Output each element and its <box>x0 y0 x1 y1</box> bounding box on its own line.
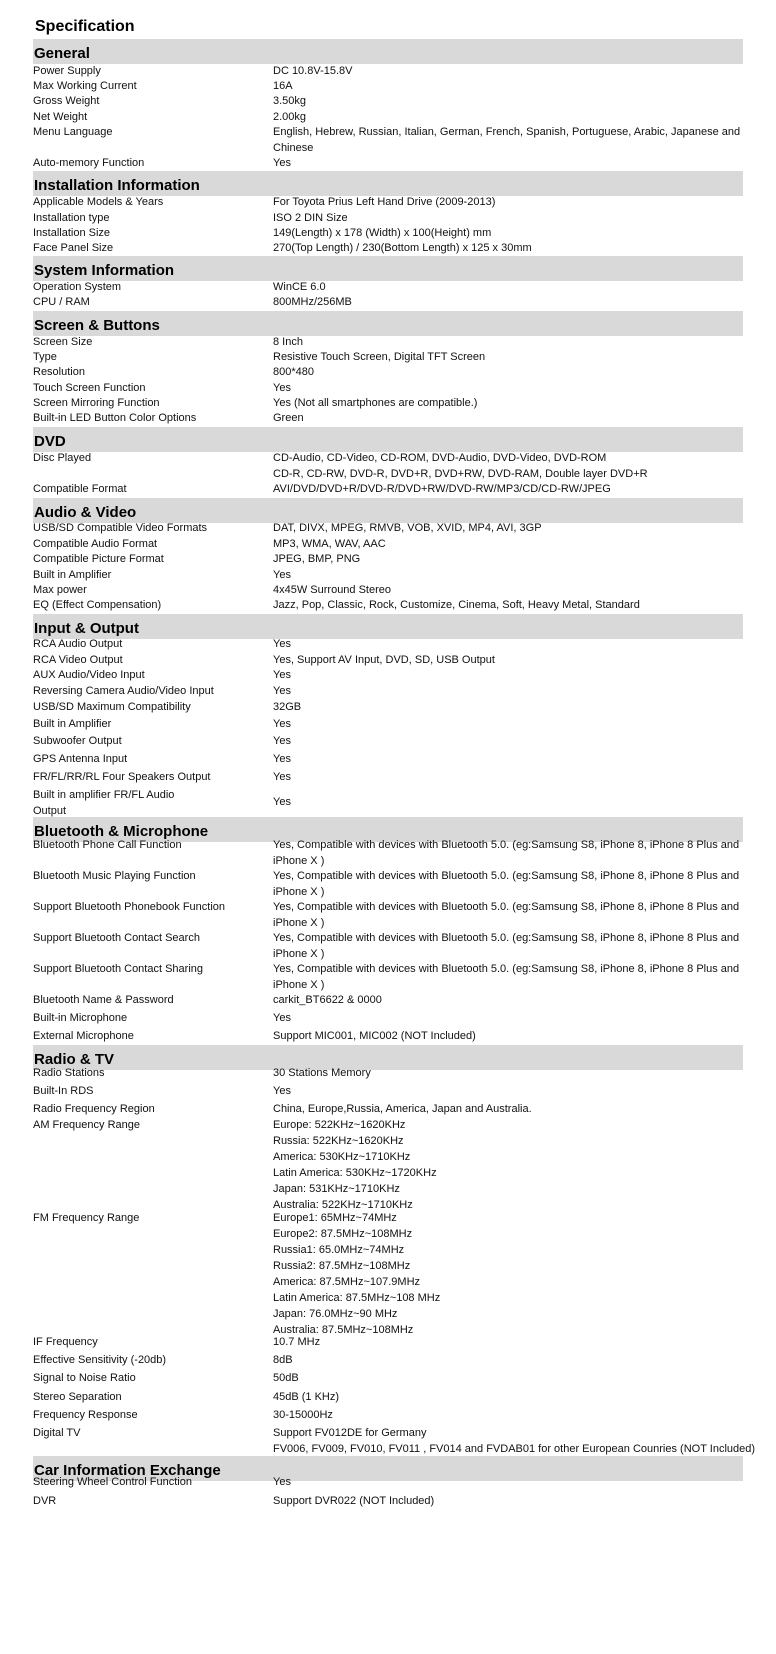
spec-value-line: Russia2: 87.5MHz~108MHz <box>273 1260 411 1272</box>
spec-label: Radio Frequency Region <box>33 1103 155 1115</box>
spec-value-line: Russia1: 65.0MHz~74MHz <box>273 1244 405 1256</box>
spec-value <box>273 155 733 171</box>
spec-label: Installation Size <box>33 227 111 239</box>
spec-value <box>273 481 733 497</box>
spec-value-line: America: 530KHz~1710KHz <box>273 1151 411 1163</box>
spec-value-line: 149(Length) x 178 (Width) x 100(Height) mm <box>273 227 492 239</box>
spec-value-line: 45dB (1 KHz) <box>273 1391 340 1403</box>
spec-label: Effective Sensitivity (-20db) <box>33 1354 167 1366</box>
spec-value-line: 800*480 <box>273 366 314 378</box>
spec-value-line: Yes <box>273 382 291 394</box>
spec-value-line: Yes, Compatible with devices with Bluetooth 5.0. (eg:Samsung S8, iPhone 8, iPhone 8 Plus and <box>273 839 740 851</box>
spec-value <box>273 78 733 94</box>
spec-value-line: 2.00kg <box>273 111 307 123</box>
spec-value-line: Yes <box>273 735 291 747</box>
spec-value <box>273 1474 733 1490</box>
spec-label: GPS Antenna Input <box>33 753 128 765</box>
spec-label: Bluetooth Name & Password <box>33 994 174 1006</box>
spec-value <box>273 240 733 256</box>
spec-label: Built-In RDS <box>33 1085 94 1097</box>
spec-value-line: carkit_BT6622 & 0000 <box>273 994 382 1006</box>
spec-value <box>273 837 740 869</box>
section-header-dvd <box>33 427 743 452</box>
spec-value-line: AVI/DVD/DVD+R/DVD-R/DVD+RW/DVD-RW/MP3/CD/CD-RW/JPEG <box>273 483 611 495</box>
spec-value-line: CD-R, CD-RW, DVD-R, DVD+R, DVD+RW, DVD-RAM, Double layer DVD+R <box>273 468 648 480</box>
spec-value-line: Yes, Compatible with devices with Bluetooth 5.0. (eg:Samsung S8, iPhone 8, iPhone 8 Plus and <box>273 870 740 882</box>
spec-value <box>273 1083 733 1099</box>
spec-label: Operation System <box>33 281 122 293</box>
page-title: Specification <box>35 18 135 35</box>
spec-value <box>273 349 733 365</box>
spec-label: USB/SD Maximum Compatibility <box>33 701 191 713</box>
spec-value-line: Yes <box>273 1012 291 1024</box>
section-header-installation-information <box>33 171 743 196</box>
spec-value <box>273 450 733 482</box>
spec-value-line: iPhone X ) <box>273 917 325 929</box>
spec-label: IF Frequency <box>33 1336 98 1348</box>
spec-label: Compatible Picture Format <box>33 553 164 565</box>
spec-value-line: Yes, Compatible with devices with Bluetooth 5.0. (eg:Samsung S8, iPhone 8, iPhone 8 Plus and <box>273 932 740 944</box>
spec-value <box>273 109 733 125</box>
spec-value-line: English, Hebrew, Russian, Italian, German, French, Spanish, Portuguese, Arabic, Japanese and <box>273 126 741 138</box>
spec-value-line: Japan: 76.0MHz~90 MHz <box>273 1308 398 1320</box>
spec-value <box>273 1101 733 1117</box>
spec-value <box>273 1389 733 1405</box>
spec-label: Support Bluetooth Contact Search <box>33 932 200 944</box>
spec-value-line: Yes <box>273 638 291 650</box>
spec-value <box>273 652 733 668</box>
spec-label: Subwoofer Output <box>33 735 122 747</box>
spec-value <box>273 1065 733 1081</box>
spec-label: Max Working Current <box>33 80 137 92</box>
spec-value <box>273 597 733 613</box>
spec-value-line: Yes <box>273 1085 291 1097</box>
spec-label: Built in amplifier FR/FL Audio Output <box>33 789 175 817</box>
spec-label: Stereo Separation <box>33 1391 122 1403</box>
spec-value-line: 30-15000Hz <box>273 1409 333 1421</box>
spec-label: Signal to Noise Ratio <box>33 1372 136 1384</box>
spec-label: Gross Weight <box>33 95 100 107</box>
spec-value-line: Chinese <box>273 142 314 154</box>
spec-value-line: Latin America: 87.5MHz~108 MHz <box>273 1292 441 1304</box>
spec-label: Compatible Audio Format <box>33 538 158 550</box>
section-header-screen-and-buttons <box>33 311 743 336</box>
spec-value-line: Yes, Compatible with devices with Bluetooth 5.0. (eg:Samsung S8, iPhone 8, iPhone 8 Plus and <box>273 963 740 975</box>
spec-value-line: For Toyota Prius Left Hand Drive (2009-2013) <box>273 196 496 208</box>
spec-value <box>273 225 733 241</box>
spec-value-line: Yes <box>273 796 291 808</box>
spec-label: USB/SD Compatible Video Formats <box>33 522 208 534</box>
spec-label: Digital TV <box>33 1427 81 1439</box>
spec-value <box>273 364 733 380</box>
section-title: DVD <box>34 433 66 450</box>
spec-value <box>273 683 733 699</box>
spec-label: Disc Played <box>33 452 92 464</box>
spec-value-line: Yes, Compatible with devices with Bluetooth 5.0. (eg:Samsung S8, iPhone 8, iPhone 8 Plus and <box>273 901 740 913</box>
section-title: Installation Information <box>34 177 200 194</box>
spec-value <box>273 667 733 683</box>
spec-value <box>273 124 741 156</box>
spec-value <box>273 1407 733 1423</box>
spec-value-line: 50dB <box>273 1372 299 1384</box>
spec-value <box>273 751 733 767</box>
spec-value-line: ISO 2 DIN Size <box>273 212 348 224</box>
spec-value <box>273 1352 733 1368</box>
spec-label: Radio Stations <box>33 1067 105 1079</box>
spec-value-line: Support MIC001, MIC002 (NOT Included) <box>273 1030 476 1042</box>
spec-value-line: 270(Top Length) / 230(Bottom Length) x 125 x 30mm <box>273 242 532 254</box>
spec-label: Auto-memory Function <box>33 157 145 169</box>
spec-value-line: iPhone X ) <box>273 855 325 867</box>
spec-value-line: Yes <box>273 1476 291 1488</box>
spec-label: Reversing Camera Audio/Video Input <box>33 685 214 697</box>
spec-value-line: Japan: 531KHz~1710KHz <box>273 1183 400 1195</box>
spec-value <box>273 733 733 749</box>
spec-value <box>273 930 740 962</box>
spec-value-line: JPEG, BMP, PNG <box>273 553 361 565</box>
spec-value <box>273 992 733 1008</box>
spec-value-line: Europe2: 87.5MHz~108MHz <box>273 1228 413 1240</box>
spec-value-line: 8dB <box>273 1354 293 1366</box>
spec-label: AUX Audio/Video Input <box>33 669 145 681</box>
spec-value-line: Resistive Touch Screen, Digital TFT Screen <box>273 351 486 363</box>
spec-value <box>273 582 733 598</box>
spec-value <box>273 699 733 715</box>
spec-value-line: iPhone X ) <box>273 948 325 960</box>
spec-value-line: Yes <box>273 569 291 581</box>
spec-label: AM Frequency Range <box>33 1119 140 1131</box>
section-header-general <box>33 39 743 64</box>
spec-value-line: 10.7 MHz <box>273 1336 321 1348</box>
spec-label: Max power <box>33 584 87 596</box>
spec-value-line: FV006, FV009, FV010, FV011 , FV014 and FVDAB01 for other European Counries (NOT Included) <box>273 1443 756 1455</box>
spec-value <box>273 899 740 931</box>
spec-value-line: 32GB <box>273 701 302 713</box>
spec-label: External Microphone <box>33 1030 134 1042</box>
spec-label: Support Bluetooth Phonebook Function <box>33 901 226 913</box>
spec-label: Steering Wheel Control Function <box>33 1476 192 1488</box>
section-title: Screen & Buttons <box>34 317 160 334</box>
spec-value-line: Yes <box>273 771 291 783</box>
spec-value <box>273 1028 733 1044</box>
spec-value <box>273 636 733 652</box>
spec-value-line: Europe1: 65MHz~74MHz <box>273 1212 397 1224</box>
spec-label: RCA Audio Output <box>33 638 123 650</box>
spec-value <box>273 63 733 79</box>
spec-value-line: 3.50kg <box>273 95 307 107</box>
spec-value-line: CD-Audio, CD-Video, CD-ROM, DVD-Audio, DVD-Video, DVD-ROM <box>273 452 607 464</box>
spec-value <box>273 1493 733 1509</box>
spec-value <box>273 1010 733 1026</box>
spec-value-line: Australia: 87.5MHz~108MHz <box>273 1324 414 1336</box>
spec-value <box>273 380 733 396</box>
spec-value <box>273 794 733 810</box>
spec-value-line: Latin America: 530KHz~1720KHz <box>273 1167 437 1179</box>
section-title: System Information <box>34 262 175 279</box>
spec-value-line: WinCE 6.0 <box>273 281 326 293</box>
spec-value-line: Yes <box>273 685 291 697</box>
spec-value-line: Yes, Support AV Input, DVD, SD, USB Output <box>273 654 495 666</box>
spec-value <box>273 334 733 350</box>
spec-label: EQ (Effect Compensation) <box>33 599 162 611</box>
section-title: Audio & Video <box>34 504 137 521</box>
spec-value <box>273 567 733 583</box>
spec-label: Bluetooth Music Playing Function <box>33 870 196 882</box>
spec-value-line: Yes <box>273 669 291 681</box>
spec-value <box>273 536 733 552</box>
spec-label: Power Supply <box>33 65 101 77</box>
spec-value <box>273 520 733 536</box>
spec-label: Built in Amplifier <box>33 718 112 730</box>
spec-label: Touch Screen Function <box>33 382 146 394</box>
spec-label: Bluetooth Phone Call Function <box>33 839 182 851</box>
spec-value <box>273 769 733 785</box>
section-title: General <box>34 45 90 62</box>
spec-value <box>273 410 733 426</box>
spec-value-line: MP3, WMA, WAV, AAC <box>273 538 386 550</box>
spec-value-line: Yes <box>273 753 291 765</box>
spec-label: FR/FL/RR/RL Four Speakers Output <box>33 771 211 783</box>
spec-value-line: Australia: 522KHz~1710KHz <box>273 1199 413 1211</box>
spec-label: Screen Size <box>33 336 93 348</box>
section-title: Input & Output <box>34 620 139 637</box>
section-title: Car Information Exchange <box>34 1462 221 1479</box>
spec-value-line: 30 Stations Memory <box>273 1067 371 1079</box>
spec-value-line: Yes <box>273 718 291 730</box>
spec-label: Net Weight <box>33 111 88 123</box>
spec-label: CPU / RAM <box>33 296 90 308</box>
spec-label: Applicable Models & Years <box>33 196 164 208</box>
spec-value-line: DAT, DIVX, MPEG, RMVB, VOB, XVID, MP4, AVI, 3GP <box>273 522 542 534</box>
spec-value <box>273 1425 756 1457</box>
spec-value-line: China, Europe,Russia, America, Japan and Australia. <box>273 1103 532 1115</box>
spec-value <box>273 868 740 900</box>
spec-value <box>273 93 733 109</box>
spec-value-line: Europe: 522KHz~1620KHz <box>273 1119 406 1131</box>
spec-label: Screen Mirroring Function <box>33 397 160 409</box>
spec-label: Built-in Microphone <box>33 1012 128 1024</box>
spec-label: RCA Video Output <box>33 654 123 666</box>
spec-value <box>273 1334 733 1350</box>
spec-label: Face Panel Size <box>33 242 114 254</box>
spec-value-line: 16A <box>273 80 293 92</box>
spec-value <box>273 294 733 310</box>
spec-value-line: 8 Inch <box>273 336 303 348</box>
section-title: Radio & TV <box>34 1051 115 1068</box>
spec-value-line: Yes (Not all smartphones are compatible.) <box>273 397 478 409</box>
spec-value-line: Jazz, Pop, Classic, Rock, Customize, Cinema, Soft, Heavy Metal, Standard <box>273 599 640 611</box>
spec-value-line: iPhone X ) <box>273 979 325 991</box>
spec-value-line: iPhone X ) <box>273 886 325 898</box>
spec-value-line: Support FV012DE for Germany <box>273 1427 427 1439</box>
spec-label: Installation type <box>33 212 110 224</box>
spec-value <box>273 210 733 226</box>
spec-value <box>273 1370 733 1386</box>
spec-value <box>273 279 733 295</box>
spec-label: FM Frequency Range <box>33 1212 140 1224</box>
spec-value-line: America: 87.5MHz~107.9MHz <box>273 1276 421 1288</box>
spec-label: Type <box>33 351 57 363</box>
spec-value <box>273 716 733 732</box>
spec-value <box>273 1117 733 1213</box>
spec-value-line: Yes <box>273 157 291 169</box>
spec-value-line: 800MHz/256MB <box>273 296 352 308</box>
spec-value-line: Russia: 522KHz~1620KHz <box>273 1135 404 1147</box>
spec-value <box>273 194 733 210</box>
spec-label: Built in Amplifier <box>33 569 112 581</box>
section-header-system-information <box>33 256 743 281</box>
spec-value <box>273 1210 733 1338</box>
spec-value-line: 4x45W Surround Stereo <box>273 584 392 596</box>
spec-label: Resolution <box>33 366 85 378</box>
spec-label: Support Bluetooth Contact Sharing <box>33 963 204 975</box>
spec-value <box>273 961 740 993</box>
spec-value <box>273 395 733 411</box>
spec-value-line: Green <box>273 412 304 424</box>
spec-value-line: DC 10.8V-15.8V <box>273 65 353 77</box>
spec-label: Menu Language <box>33 126 113 138</box>
section-title: Bluetooth & Microphone <box>34 823 209 840</box>
spec-value <box>273 551 733 567</box>
spec-label: DVR <box>33 1495 57 1507</box>
spec-label: Built-in LED Button Color Options <box>33 412 197 424</box>
spec-label: Compatible Format <box>33 483 127 495</box>
spec-label: Frequency Response <box>33 1409 138 1421</box>
spec-value-line: Support DVR022 (NOT Included) <box>273 1495 435 1507</box>
